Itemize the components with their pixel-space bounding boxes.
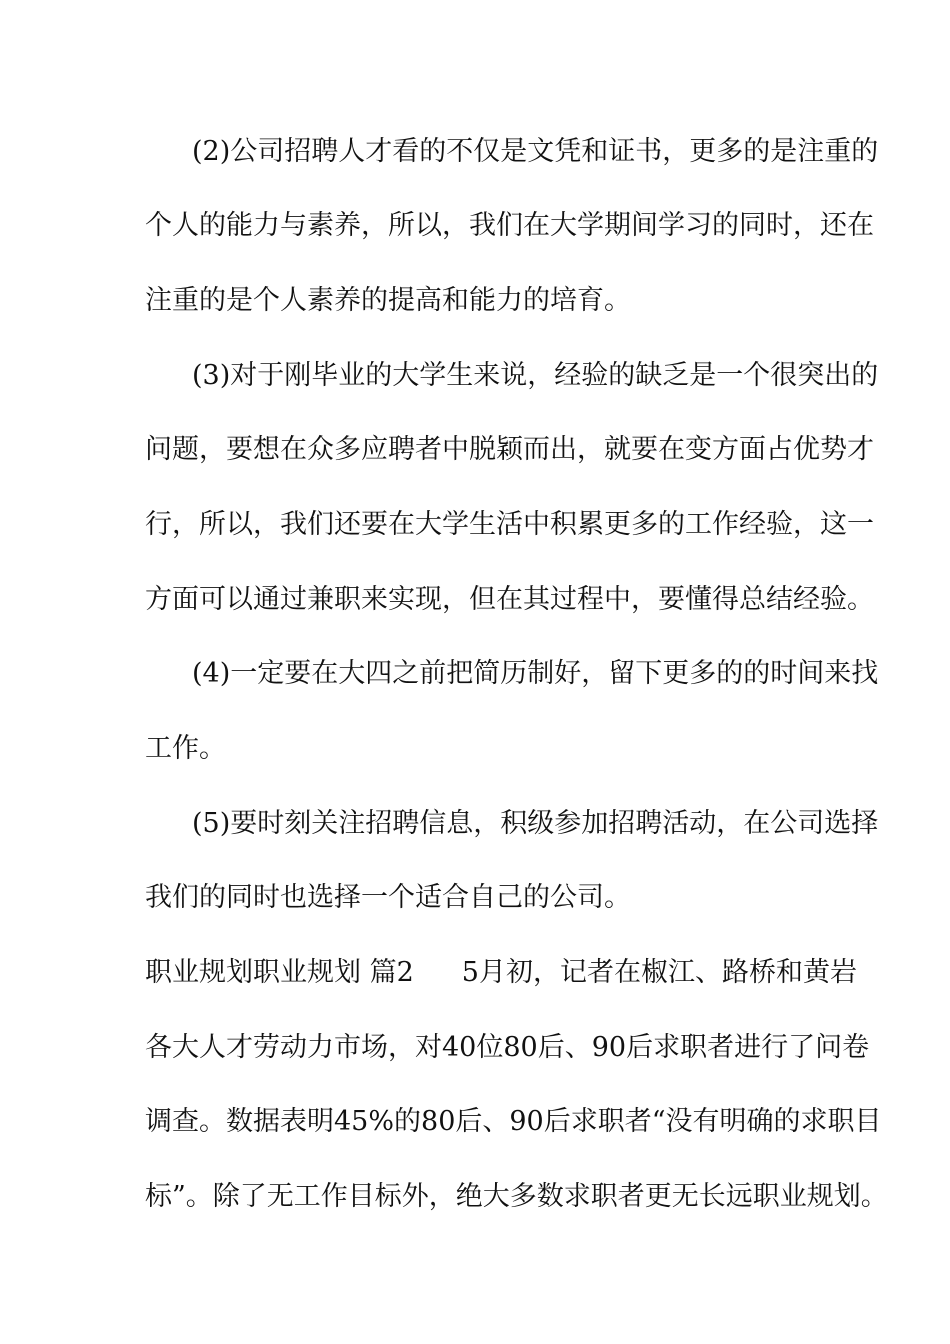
paragraph-5-line-2: 我们的同时也选择一个适合自己的公司。 [145,882,631,913]
section-intro-text: 5月初，记者在椒江、路桥和黄岩 [461,957,857,988]
section-heading: 职业规划职业规划 篇2 [145,957,414,988]
paragraph-2-line-2: 个人的能力与素养，所以，我们在大学期间学习的同时，还在 [145,210,874,241]
section-paragraph-line-3: 调查。数据表明45%的80后、90后求职者“没有明确的求职目 [145,1106,882,1137]
section-heading-line [145,955,857,991]
paragraph-3-line-2: 问题，要想在众多应聘者中脱颖而出，就要在变方面占优势才 [145,434,874,465]
paragraph-3-line-3: 行，所以，我们还要在大学生活中积累更多的工作经验，这一 [145,509,874,540]
section-paragraph-line-4: 标”。除了无工作目标外，绝大多数求职者更无长远职业规划。 [145,1181,888,1212]
paragraph-2-line-1: (2)公司招聘人才看的不仅是文凭和证书，更多的是注重的 [192,136,879,167]
paragraph-3-line-4: 方面可以通过兼职来实现，但在其过程中，要懂得总结经验。 [145,584,874,615]
section-paragraph-line-2: 各大人才劳动力市场，对40位80后、90后求职者进行了问卷 [145,1032,870,1063]
paragraph-4-line-2: 工作。 [145,733,226,764]
paragraph-5-line-1: (5)要时刻关注招聘信息，积级参加招聘活动，在公司选择 [192,808,879,839]
paragraph-3-line-1: (3)对于刚毕业的大学生来说，经验的缺乏是一个很突出的 [192,360,879,391]
paragraph-2-line-3: 注重的是个人素养的提高和能力的培育。 [145,285,631,316]
paragraph-4-line-1: (4)一定要在大四之前把简历制好，留下更多的的时间来找 [192,658,879,689]
